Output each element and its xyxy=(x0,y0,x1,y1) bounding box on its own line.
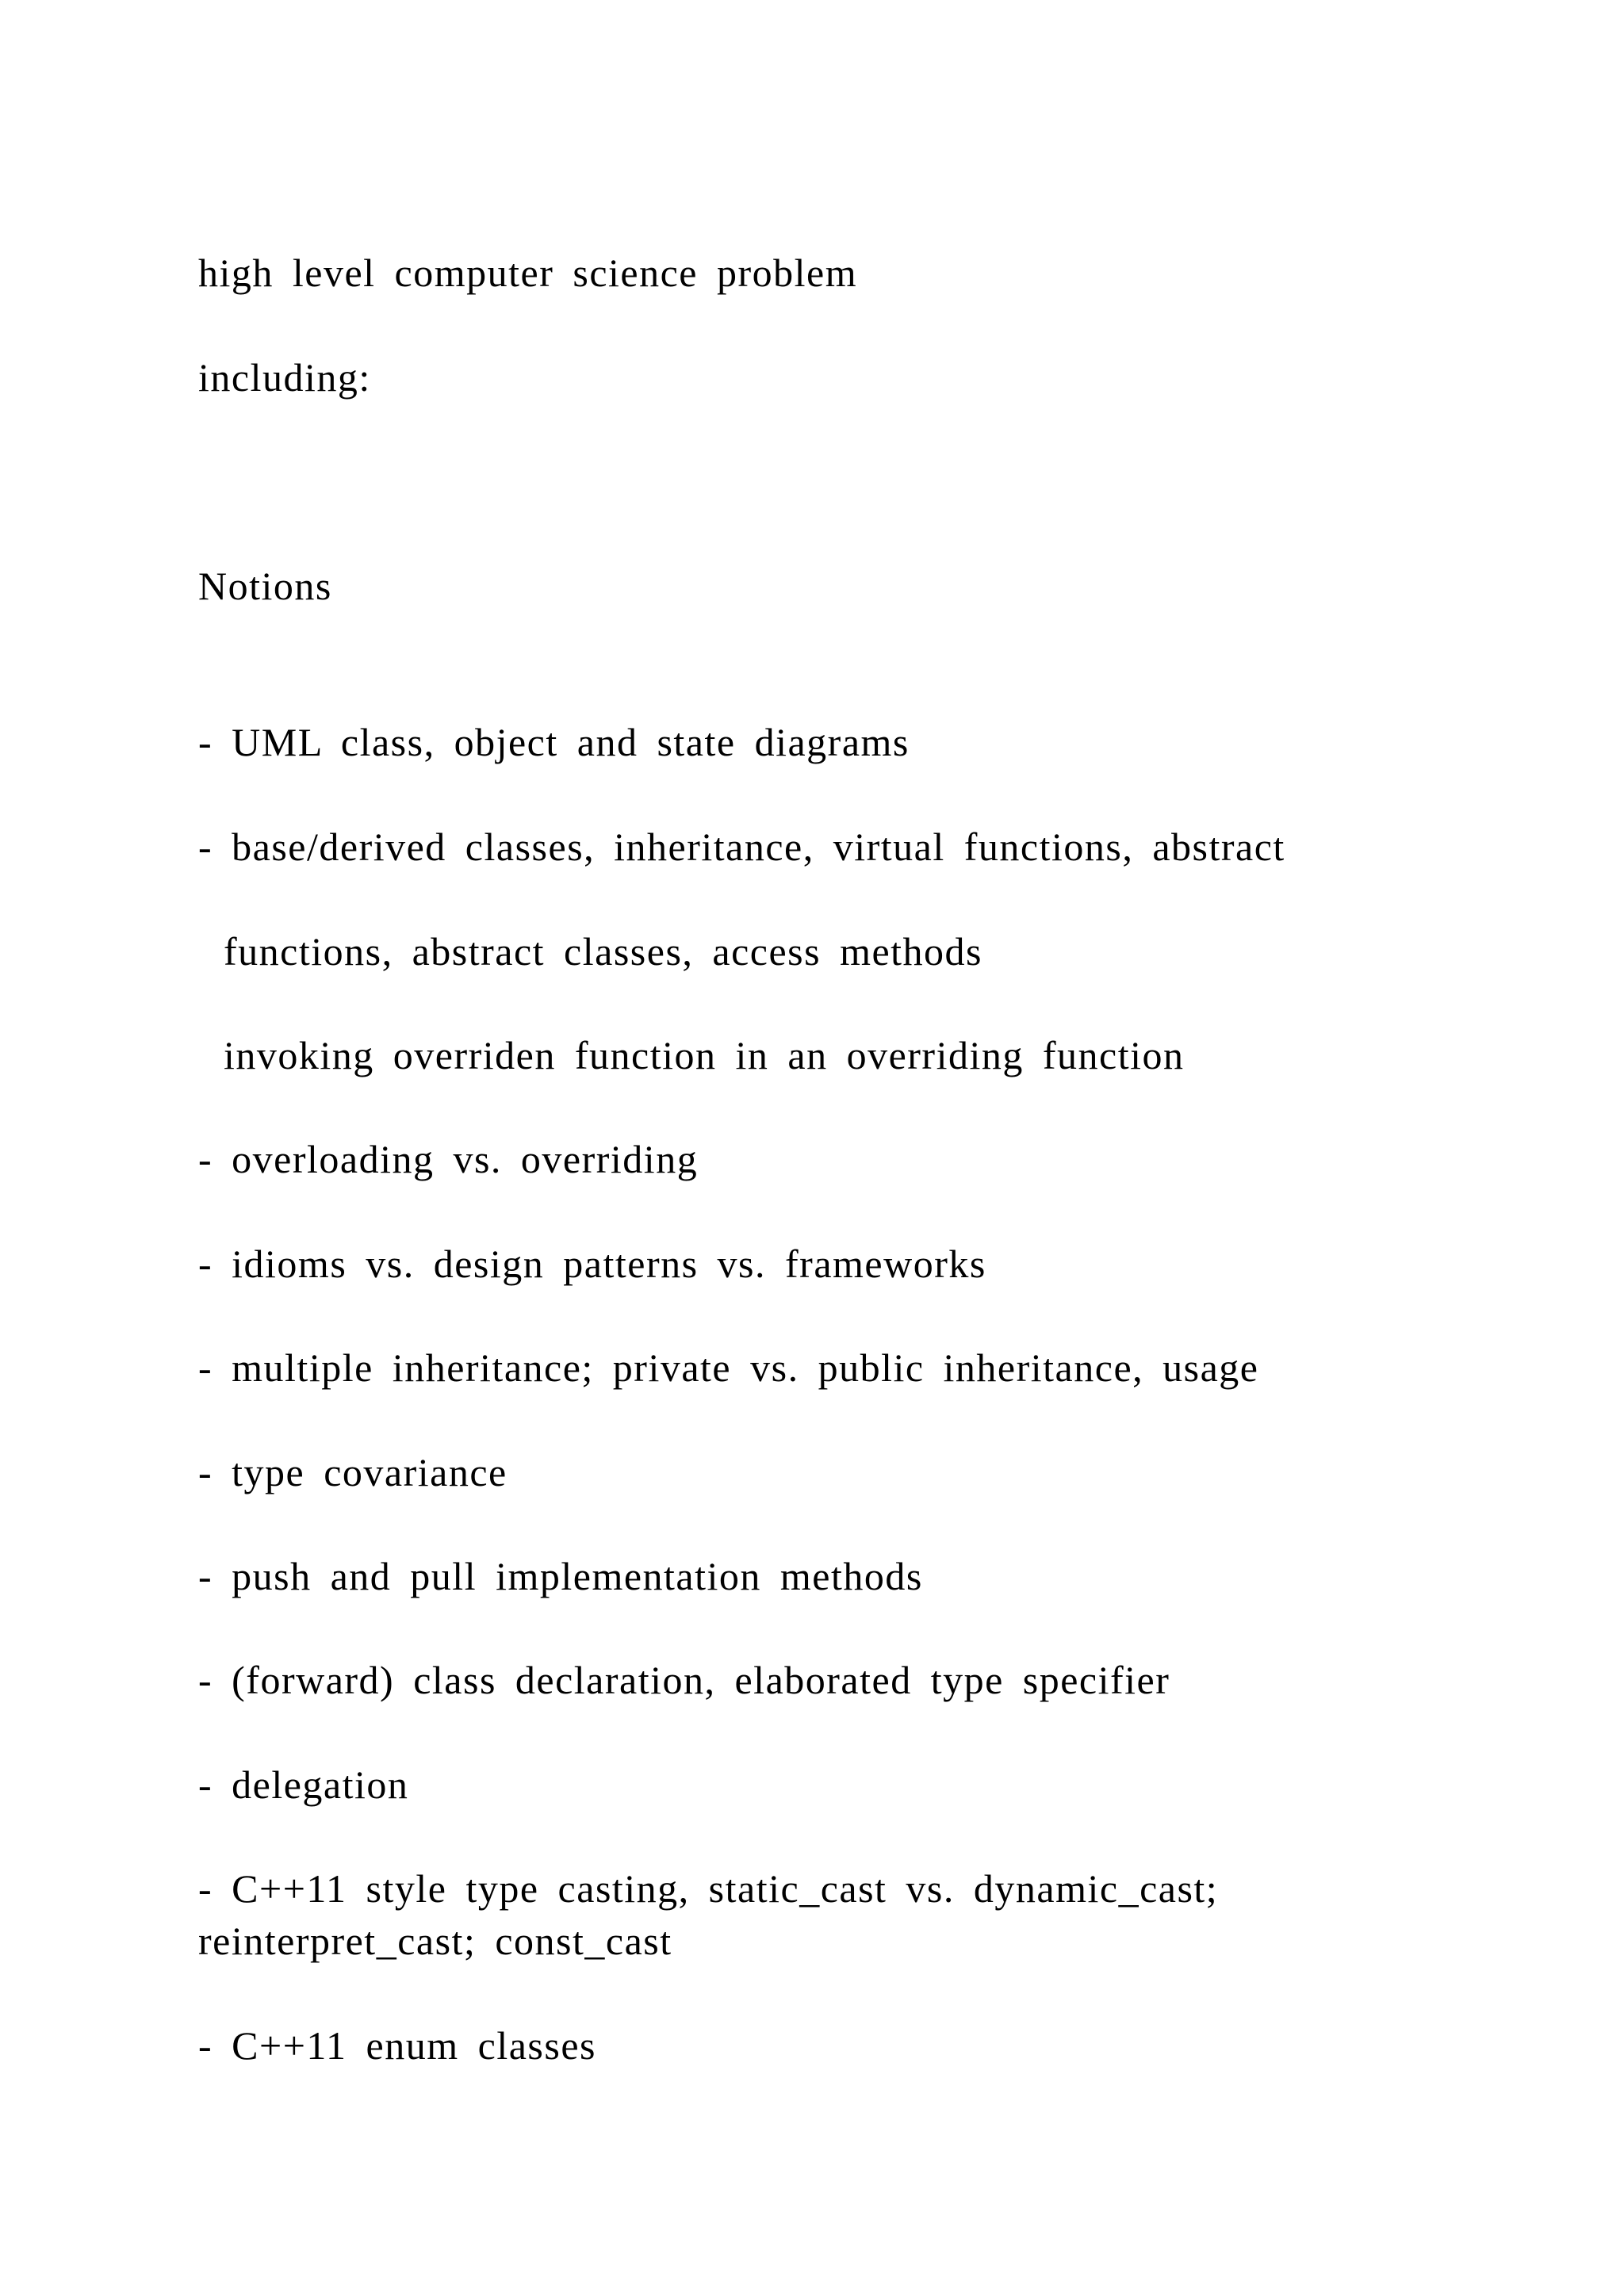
notion-item-enum-classes: - C++11 enum classes xyxy=(198,2023,596,2068)
notion-item-forward-declaration: - (forward) class declaration, elaborated type specifier xyxy=(198,1658,1170,1702)
notion-item-type-covariance: - type covariance xyxy=(198,1450,508,1494)
intro-line-1: high level computer science problem xyxy=(198,251,858,295)
notion-item-push-pull: - push and pull implementation methods xyxy=(198,1554,923,1598)
notion-item-base-derived: - base/derived classes, inheritance, virtual functions, abstract xyxy=(198,825,1285,869)
notion-item-uml: - UML class, object and state diagrams xyxy=(198,720,910,764)
notion-item-delegation: - delegation xyxy=(198,1762,409,1807)
notion-item-type-casting-cont: reinterpret_cast; const_cast xyxy=(198,1919,672,1963)
notion-item-multiple-inheritance: - multiple inheritance; private vs. public inheritance, usage xyxy=(198,1345,1259,1390)
notion-item-base-derived-cont-2: invoking overriden function in an overriding function xyxy=(224,1033,1185,1077)
notion-item-base-derived-cont-1: functions, abstract classes, access methods xyxy=(224,929,983,974)
intro-line-2: including: xyxy=(198,355,371,400)
section-title: Notions xyxy=(198,564,332,608)
notion-item-overloading: - overloading vs. overriding xyxy=(198,1137,699,1181)
notion-item-idioms: - idioms vs. design patterns vs. frameworks xyxy=(198,1242,986,1286)
notion-item-type-casting: - C++11 style type casting, static_cast vs. dynamic_cast; xyxy=(198,1866,1219,1911)
